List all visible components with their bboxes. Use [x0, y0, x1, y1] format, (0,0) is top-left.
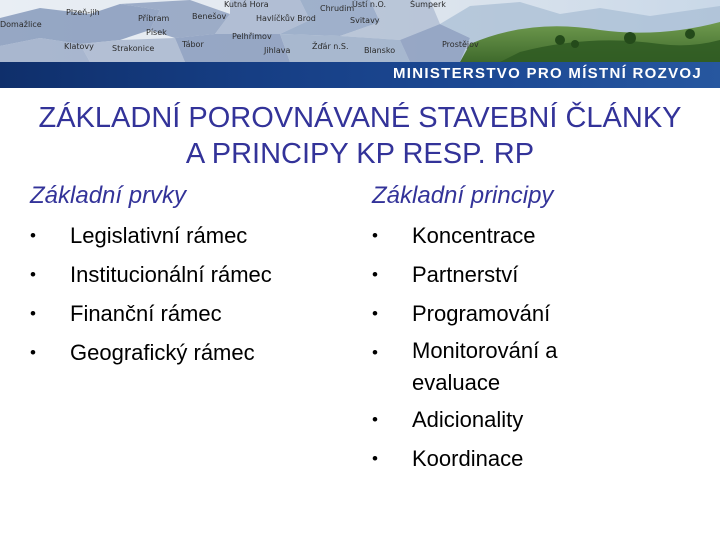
bullet-icon: • [372, 226, 378, 245]
left-column [30, 176, 350, 374]
map-label-plzen-jih: Plzeň-jih [66, 8, 100, 17]
map-label-prostejov: Prostějov [442, 40, 479, 49]
map-label-havlickuv-brod: Havlíčkův Brod [256, 14, 316, 23]
list-item-text: Legislativní rámec [70, 223, 248, 248]
list-item-text: Finanční rámec [70, 301, 222, 326]
ministry-name: MINISTERSTVO PRO MÍSTNÍ ROZVOJ [392, 65, 702, 82]
bullet-icon: • [30, 226, 36, 245]
map-label-blansko: Blansko [364, 46, 396, 55]
bullet-icon: • [372, 304, 378, 323]
right-column [372, 176, 692, 480]
list-item [30, 335, 350, 371]
list-item [372, 402, 692, 438]
right-column-heading: Základní principy [372, 182, 554, 209]
map-label-klatovy: Klatovy [64, 42, 94, 51]
map-label-kutna-hora: Kutná Hora [224, 0, 269, 9]
bullet-icon: • [372, 265, 378, 284]
bullet-icon: • [372, 343, 378, 362]
map-label-svitavy: Svitavy [350, 16, 380, 25]
map-label-zdar: Žďár n.S. [312, 42, 349, 51]
left-bullet-list [30, 218, 350, 371]
map-label-benesov: Benešov [192, 12, 227, 21]
slide-title: ZÁKLADNÍ POROVNÁVANÉ STAVEBNÍ ČLÁNKY A PRINCIPY KP RESP. RP [38, 102, 682, 170]
list-item-text: Koncentrace [412, 223, 536, 248]
list-item-text: Programování [412, 301, 551, 326]
bullet-icon: • [30, 343, 36, 362]
right-bullet-list [372, 218, 692, 477]
map-label-pelhrimov: Pelhřimov [232, 32, 272, 41]
map-label-strakonice: Strakonice [112, 44, 155, 53]
list-item-text: Monitorování a evaluace [412, 338, 558, 395]
list-item-text: Adicionality [412, 407, 524, 432]
list-item [372, 218, 692, 254]
bullet-icon: • [30, 265, 36, 284]
list-item [30, 257, 350, 293]
map-label-pisek: Písek [146, 28, 167, 37]
list-item-text: Koordinace [412, 446, 524, 471]
ministry-brand-bar [0, 62, 720, 88]
bullet-icon: • [30, 304, 36, 323]
bullet-icon: • [372, 410, 378, 429]
list-item [372, 441, 692, 477]
map-label-domazlice: Domažlice [0, 20, 42, 29]
list-item [372, 257, 692, 293]
list-item-text: Partnerství [412, 262, 519, 287]
map-label-pribram: Příbram [138, 14, 170, 23]
list-item [30, 218, 350, 254]
list-item [372, 335, 642, 399]
left-column-heading: Základní prvky [30, 182, 187, 209]
list-item-text: Institucionální rámec [70, 262, 272, 287]
bullet-icon: • [372, 449, 378, 468]
list-item-text: Geografický rámec [70, 340, 255, 365]
list-item [372, 296, 692, 332]
map-label-chrudim: Chrudim [320, 4, 355, 13]
map-label-usti: Ústí n.O. [352, 0, 387, 9]
list-item [30, 296, 350, 332]
map-label-sumperk: Šumperk [410, 0, 446, 9]
map-label-tabor: Tábor [182, 40, 204, 49]
map-label-jihlava: Jihlava [264, 46, 291, 55]
